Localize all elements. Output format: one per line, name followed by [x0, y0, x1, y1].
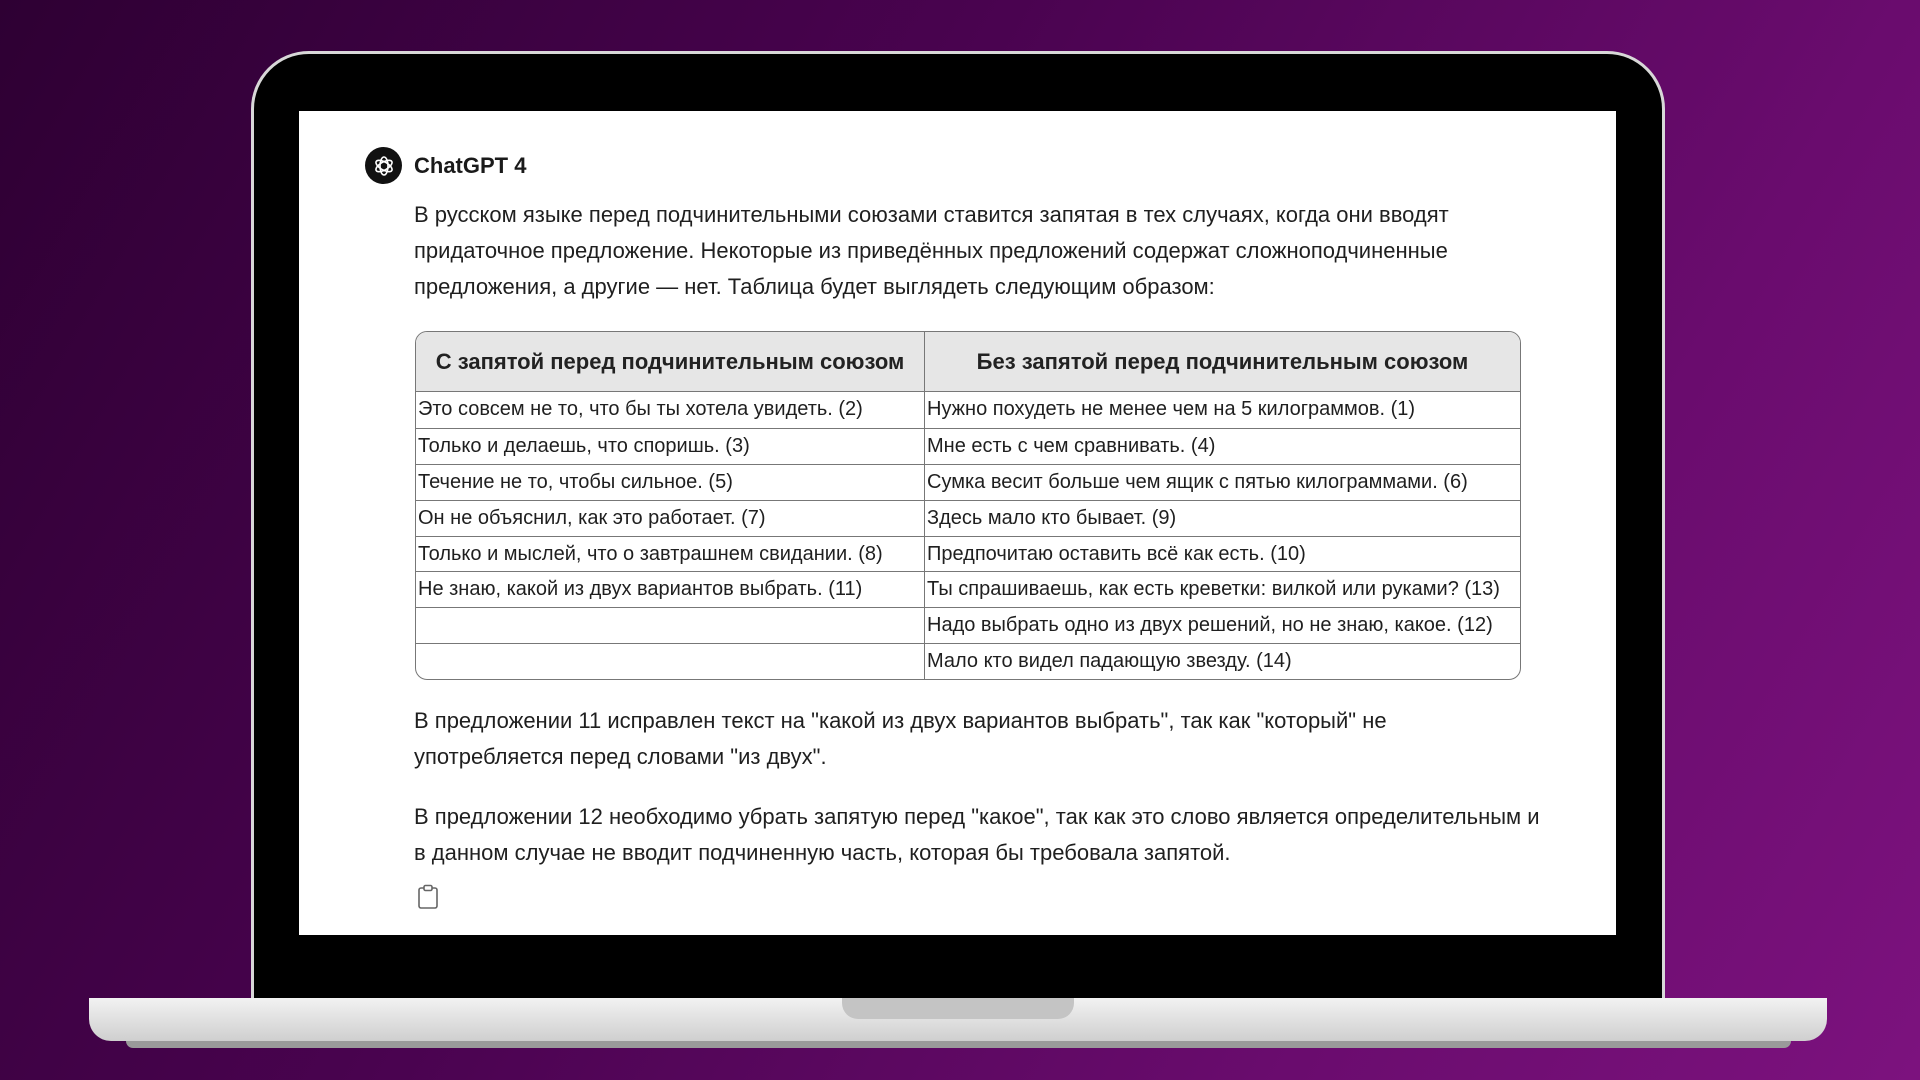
table-row	[416, 464, 1520, 500]
laptop-foot	[126, 1041, 1791, 1048]
table-row	[416, 536, 1520, 572]
table-row	[416, 643, 1520, 679]
table-cell: Это совсем не то, что бы ты хотела увидеть. (2)	[416, 392, 925, 428]
assistant-name: ChatGPT 4	[414, 153, 527, 178]
intro-paragraph: В русском языке перед подчинительными союзами ставится запятая в тех случаях, когда они вводят придаточное предложение. Некоторые из приведённых предложений содержат сложноподчиненные предложения, а другие — нет. Таблица будет выглядеть следующим образом:	[414, 202, 1449, 299]
table-header: Без запятой перед подчинительным союзом	[925, 332, 1520, 392]
clipboard-icon[interactable]	[417, 884, 439, 915]
note-paragraph: В предложении 12 необходимо убрать запятую перед "какое", так как это слово является определительным и в данном случае не вводит подчиненную часть, которая бы требовала запятой.	[414, 804, 1540, 865]
table-row	[416, 392, 1520, 428]
openai-logo-icon	[365, 147, 402, 184]
table-cell: Нужно похудеть не менее чем на 5 килограммов. (1)	[927, 398, 1416, 421]
table-cell	[416, 643, 925, 679]
table-row	[416, 571, 1520, 607]
laptop-notch	[842, 998, 1074, 1019]
table-row	[416, 607, 1520, 643]
note-paragraph: В предложении 11 исправлен текст на "какой из двух вариантов выбрать", так как "который" не употребляется перед словами "из двух".	[414, 708, 1387, 769]
table-cell: Только и делаешь, что споришь. (3)	[416, 428, 925, 464]
table-cell: Не знаю, какой из двух вариантов выбрать. (11)	[416, 571, 925, 607]
table-row	[416, 500, 1520, 536]
table-header: С запятой перед подчинительным союзом	[416, 332, 925, 392]
table-cell: Надо выбрать одно из двух решений, но не знаю, какое. (12)	[925, 607, 1520, 643]
table-cell	[416, 607, 925, 643]
table-cell: Мне есть с чем сравнивать. (4)	[925, 428, 1520, 464]
table-cell: Сумка весит больше чем ящик с пятью килограммами. (6)	[925, 464, 1520, 500]
table-cell: Ты спрашиваешь, как есть креветки: вилкой или руками? (13)	[925, 571, 1520, 607]
table-cell: Он не объяснил, как это работает. (7)	[416, 500, 925, 536]
table-cell: Предпочитаю оставить всё как есть. (10)	[925, 536, 1520, 572]
table-cell: Здесь мало кто бывает. (9)	[925, 500, 1520, 536]
table-cell: Течение не то, чтобы сильное. (5)	[416, 464, 925, 500]
table-cell: Мало кто видел падающую звезду. (14)	[925, 643, 1520, 679]
comparison-table	[415, 331, 1521, 680]
table-row	[416, 428, 1520, 464]
table-cell: Только и мыслей, что о завтрашнем свидании. (8)	[416, 536, 925, 572]
